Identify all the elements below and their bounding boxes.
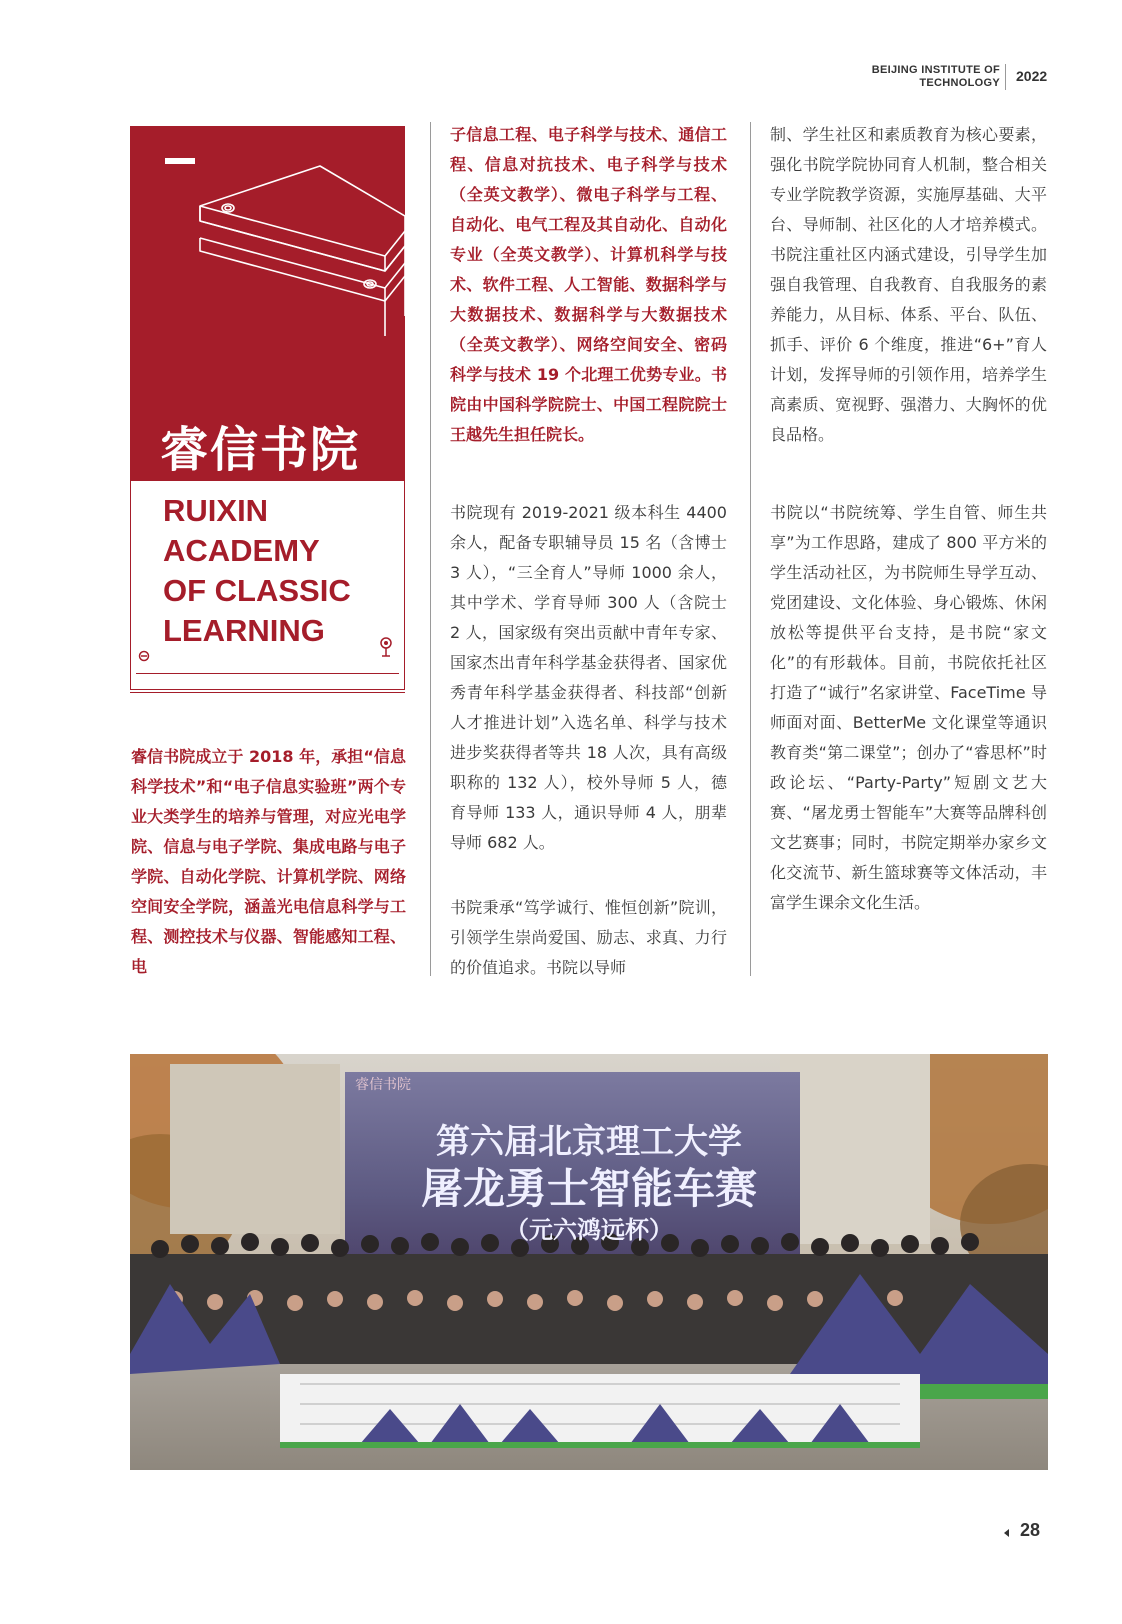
staff-paragraph: 书院现有 2019-2021 级本科生 4400 余人，配备专职辅导员 15 名（含博士 3 人），“三全育人”导师 1000 余人，其中学术、学育导师 300 人（含院士 2 人，国家级有突出贡献中青年专家、国家杰出青年科学基金获得者、国家优秀青年科学基金获得者、科技部“创新人才推进计划”入选名单、科学与技术进步奖获得者等共 18 人次，具有高级职称的 132 人），校外导师 5 人，德育导师 133 人，通识导师 4 人，朋辈导师 682 人。 <box>450 503 727 852</box>
motto-paragraph: 书院秉承“笃学诚行、惟恒创新”院训，引领学生崇尚爱国、励志、求真、力行的价值追求。书院以导师 <box>450 898 727 977</box>
header-year: 2022 <box>1016 68 1048 84</box>
community-paragraph: 书院以“书院统筹、学生自管、师生共享”为工作思路，建成了 800 平方米的学生活动社区，为书院师生导学互动、党团建设、文化体验、身心锻炼、休闲放松等提供平台支持，是书院“家文化”的有形载体。目前，书院依托社区打造了“诚行”名家讲堂、FaceTime 导师面对面、BetterMe 文化课堂等通识教育类“第二课堂”；创办了“睿思杯”时政论坛、“Party-Party”短剧文艺大赛、“屠龙勇士智能车”大赛等品牌科创文艺赛事；同时，书院定期举办家乡文化交流节、新生篮球赛等文体活动，丰富学生课余文化生活。 <box>770 503 1047 912</box>
banner-line3: （元六鸿远杯） <box>505 1215 673 1244</box>
page-arrow-icon <box>1004 1529 1009 1537</box>
header-org-line2: TECHNOLOGY <box>919 77 1000 89</box>
header-divider <box>1005 64 1006 90</box>
majors-paragraph: 子信息工程、电子科学与技术、通信工程、信息对抗技术、电子科学与技术（全英文教学）、微电子科学与工程、自动化、电气工程及其自动化、自动化专业（全英文教学）、计算机科学与技术、软件工程、人工智能、数据科学与大数据技术、数据科学与大数据技术（全英文教学）、网络空间安全、密码科学与技术 19 个北理工优势专业。书院由中国科学院院士、中国工程院院士王越先生担任院长。 <box>450 125 727 444</box>
pin-left-icon <box>137 648 151 662</box>
title-en-line: LEARNING <box>163 613 325 648</box>
title-english <box>163 491 351 651</box>
title-english-box <box>130 481 405 690</box>
title-banner <box>130 126 405 481</box>
banner-line1: 第六届北京理工大学 <box>436 1122 742 1162</box>
header-org-line1: BEIJING INSTITUTE OF <box>871 64 1000 76</box>
intro-paragraph: 睿信书院成立于 2018 年，承担“信息科学技术”和“电子信息实验班”两个专业大类学生的培养与管理，对应光电学院、信息与电子学院、集成电路与电子学院、自动化学院、计算机学院、网络空间安全学院，涵盖光电信息科学与工程、测控技术与仪器、智能感知工程、电 <box>131 747 406 976</box>
page-number: 28 <box>1020 1520 1041 1540</box>
title-en-line: RUIXIN <box>163 493 269 528</box>
banner-line2: 屠龙勇士智能车赛 <box>420 1164 757 1213</box>
title-en-line: OF CLASSIC <box>163 573 351 608</box>
title-chinese: 睿信书院 <box>160 422 361 478</box>
title-en-line: ACADEMY <box>163 533 320 568</box>
banner-logo: 睿信书院 <box>355 1077 411 1093</box>
education-model-paragraph: 制、学生社区和素质教育为核心要素，强化书院学院协同育人机制，整合相关专业学院教学资源，实施厚基础、大平台、导师制、社区化的人才培养模式。书院注重社区内涵式建设，引导学生加强自我管理、自我教育、自我服务的素养能力，从目标、体系、平台、队伍、抓手、评价 6 个维度，推进“6+”育人计划，发挥导师的引领作用，培养学生高素质、宽视野、强潜力、大胸怀的优良品格。 <box>770 125 1047 444</box>
group-photo <box>130 1054 1048 1470</box>
isometric-plates-icon <box>130 126 405 406</box>
title-box-inner-rule <box>136 673 399 674</box>
pin-right-icon <box>378 636 394 658</box>
column-divider-right <box>750 122 751 976</box>
title-box-bottom-rule <box>130 692 405 693</box>
column-divider-left <box>430 122 431 976</box>
header-org-name <box>872 64 1000 90</box>
